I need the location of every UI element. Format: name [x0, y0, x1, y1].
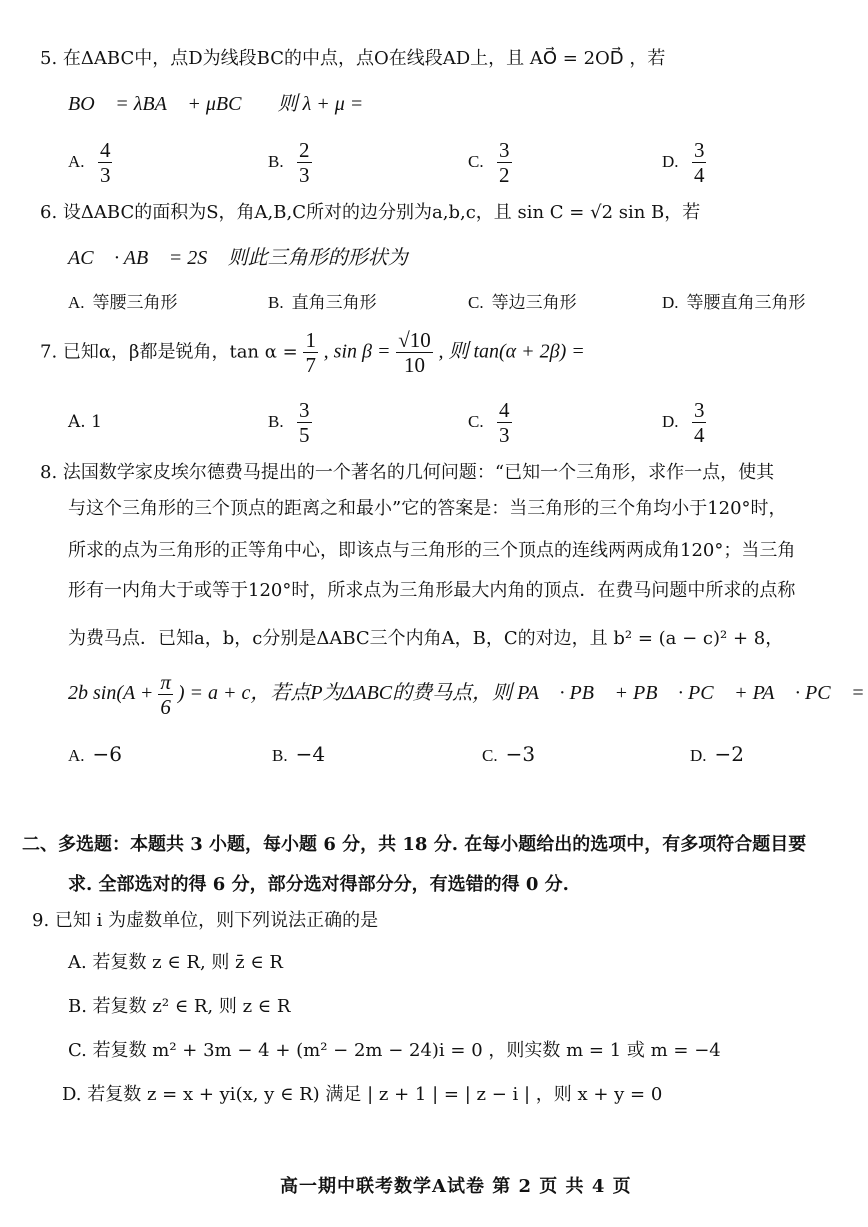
option-text: −3: [505, 742, 536, 766]
fraction: $\frac{4}{3}$: [499, 398, 510, 448]
q7-suffix: , 则 tan(α + 2β) =: [438, 340, 585, 363]
option-label: B.: [268, 412, 284, 432]
q8-line6-start: 2b sin(A +: [68, 682, 154, 705]
q8-line6-end: ) = a + c，若点P为ΔABC的费马点，则 PA⃗ · PB⃗ + PB⃗ · PC⃗ + PA⃗ · PC⃗ =: [177, 682, 865, 705]
option-text: −2: [714, 742, 745, 766]
page-footer: 高一期中联考数学A试卷 第 2 页 共 4 页: [280, 1176, 632, 1197]
q9-option-b[interactable]: B. 若复数 z² ∈ R, 则 z ∈ R: [68, 996, 291, 1017]
fraction: $\frac{3}{4}$: [693, 138, 705, 188]
option-label: D.: [690, 746, 707, 765]
option-label: A.: [68, 746, 85, 765]
q9-stem: 9. 已知 i 为虚数单位，则下列说法正确的是: [32, 910, 379, 931]
fraction: $\frac{1}{7}$: [305, 328, 316, 378]
fraction: $\frac{3}{5}$: [299, 398, 310, 448]
q6-stem-line2: AC⃗ · AB⃗ = 2S ，则此三角形的形状为: [68, 247, 408, 269]
option-text: −4: [295, 742, 326, 766]
fraction: $\frac{4}{3}$: [99, 138, 111, 188]
q5-option-b[interactable]: [268, 138, 312, 187]
q5-option-d[interactable]: [662, 138, 706, 187]
option-text: 等腰直角三角形: [686, 293, 806, 313]
fraction: $\frac{\pi}{6}$: [160, 670, 171, 720]
option-label: C.: [482, 746, 498, 765]
fraction: $\frac{2}{3}$: [299, 138, 310, 188]
option-text: −6: [92, 742, 123, 766]
option-label: A.: [68, 152, 85, 172]
q9-option-d[interactable]: D. 若复数 z = x + yi(x, y ∈ R) 满足 | z + 1 | = | z − i | ，则 x + y = 0: [62, 1084, 663, 1105]
q5-stem-line2: BO⃗ = λBA⃗ + μBC⃗ ，则 λ + μ =: [68, 93, 364, 115]
fraction: $\frac{3}{4}$: [693, 398, 705, 448]
q7-option-c[interactable]: [468, 398, 512, 447]
q7-option-d[interactable]: [662, 398, 706, 447]
q8-stem-line5: 为费马点．已知a，b，c分别是ΔABC三个内角A，B，C的对边，且 b² = (a − c)² + 8，: [68, 628, 784, 649]
option-text: 等边三角形: [491, 293, 577, 313]
q8-stem-line2: 与这个三角形的三个顶点的距离之和最小”它的答案是：当三角形的三个角均小于120°时，: [68, 498, 787, 519]
option-label: D.: [662, 293, 679, 312]
q5-stem-line1: 5. 在ΔABC中，点D为线段BC的中点，点O在线段AD上，且 AO⃗ = 2OD⃗ ，若: [40, 48, 666, 69]
q9-option-a[interactable]: A. 若复数 z ∈ R, 则 z̄ ∈ R: [68, 952, 283, 973]
option-label: B.: [268, 152, 284, 172]
option-text: 直角三角形: [291, 293, 377, 313]
option-label: D.: [662, 412, 679, 432]
q8-option-a[interactable]: [68, 742, 122, 766]
option-label: C.: [468, 293, 484, 312]
q8-stem-line3: 所求的点为三角形的正等角中心，即该点与三角形的三个顶点的连线两两成角120°；当三角: [68, 540, 796, 561]
q8-stem-line4: 形有一内角大于或等于120°时，所求点为三角形最大内角的顶点．在费马问题中所求的点称: [68, 580, 796, 601]
q6-option-b[interactable]: [268, 288, 377, 313]
section2-heading-line1: 二、多选题：本题共 3 小题，每小题 6 分，共 18 分. 在每小题给出的选项中，有多项符合题目要: [22, 834, 807, 855]
q7-prefix: 7. 已知α，β都是锐角，tan α =: [40, 341, 298, 363]
option-label: D.: [662, 152, 679, 172]
option-text: 等腰三角形: [92, 293, 178, 313]
fraction: $\frac{3}{2}$: [499, 138, 510, 188]
q6-option-a[interactable]: [68, 288, 178, 313]
q8-option-d[interactable]: [690, 742, 744, 766]
option-label: A.: [68, 293, 85, 312]
q7-option-a[interactable]: A. 1: [68, 412, 102, 432]
q7-mid: , sin β =: [323, 340, 391, 363]
option-label: C.: [468, 412, 484, 432]
option-label: C.: [468, 152, 484, 172]
q7-stem: [40, 328, 585, 377]
q5-option-c[interactable]: [468, 138, 512, 187]
q8-option-c[interactable]: [482, 742, 535, 766]
q7-option-b[interactable]: [268, 398, 312, 447]
q5-option-a[interactable]: [68, 138, 112, 187]
q6-option-c[interactable]: [468, 288, 577, 313]
option-label: B.: [272, 746, 288, 765]
section2-heading-line2: 求. 全部选对的得 6 分，部分选对得部分分，有选错的得 0 分.: [68, 874, 569, 895]
q8-stem-line6: [68, 670, 868, 719]
q8-stem-line1: 8. 法国数学家皮埃尔德费马提出的一个著名的几何问题：“已知一个三角形，求作一点，使其: [40, 462, 775, 483]
option-label: B.: [268, 293, 284, 312]
q9-option-c[interactable]: C. 若复数 m² + 3m − 4 + (m² − 2m − 24)i = 0 ，则实数 m = 1 或 m = −4: [68, 1040, 721, 1061]
q6-stem-line1: 6. 设ΔABC的面积为S，角A,B,C所对的边分别为a,b,c，且 sin C = √2 sin B，若: [40, 202, 701, 223]
q6-option-d[interactable]: [662, 288, 806, 313]
fraction: $\frac{√10}{10}$: [398, 328, 431, 378]
q8-option-b[interactable]: [272, 742, 325, 766]
